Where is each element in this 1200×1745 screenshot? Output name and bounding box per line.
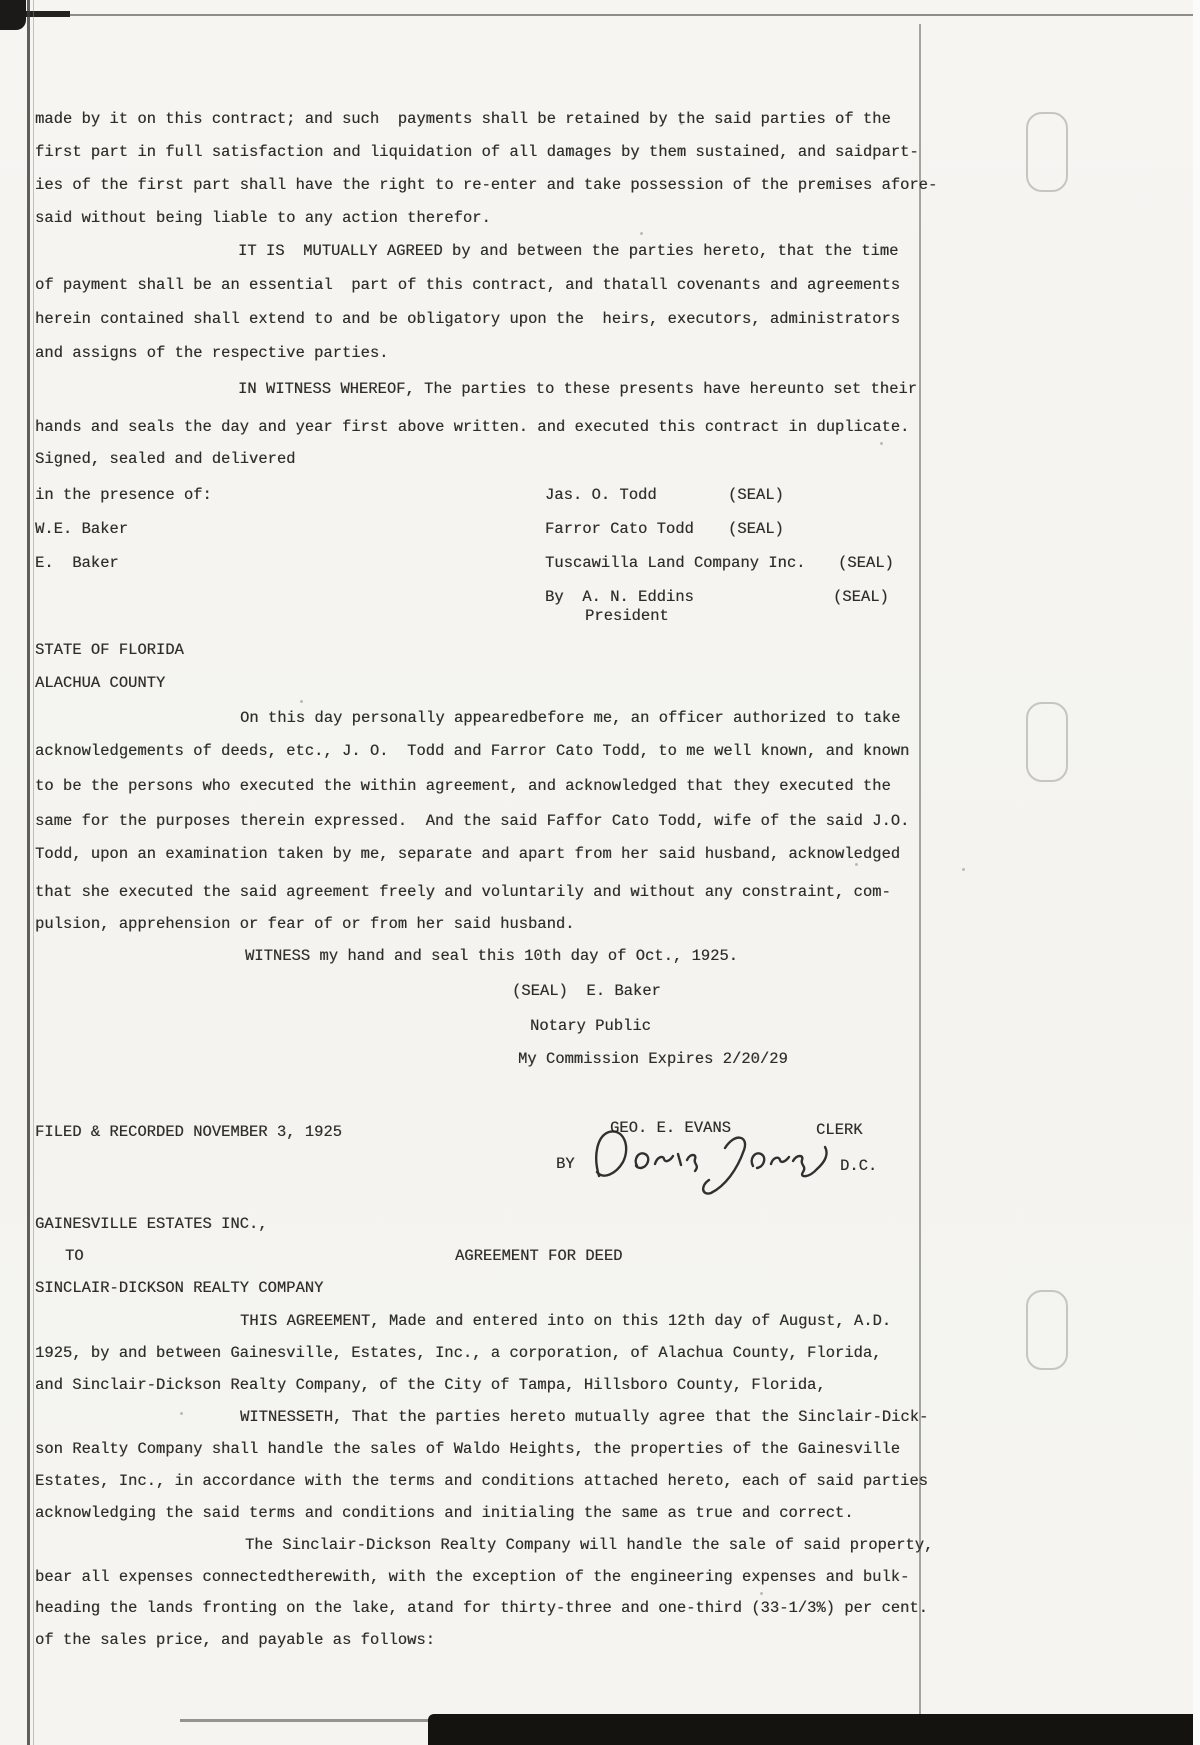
document-line: son Realty Company shall handle the sales of Waldo Heights, the properties of the Gainesville xyxy=(35,1440,901,1458)
document-line: pulsion, apprehension or fear of or from her said husband. xyxy=(35,915,575,933)
document-line: Signed, sealed and delivered xyxy=(35,450,296,468)
scan-edge-left-faint xyxy=(33,0,34,1745)
document-line: STATE OF FLORIDA xyxy=(35,641,184,659)
document-line: (SEAL) E. Baker xyxy=(512,982,661,1000)
document-line: E. Baker xyxy=(35,554,119,572)
document-line: ies of the first part shall have the right to re-enter and take possession of the premises afore- xyxy=(35,176,938,194)
document-line: herein contained shall extend to and be obligatory upon the heirs, executors, administrators xyxy=(35,310,901,328)
document-line: acknowledging the said terms and conditions and initialing the same as true and correct. xyxy=(35,1504,854,1522)
scan-speckle xyxy=(880,442,883,445)
scan-edge-top xyxy=(0,14,1193,16)
document-line: of payment shall be an essential part of this contract, and thatall covenants and agreements xyxy=(35,276,901,294)
document-line: (SEAL) xyxy=(728,486,784,504)
scan-edge-bottom-line xyxy=(180,1719,428,1722)
document-line: and Sinclair-Dickson Realty Company, of the City of Tampa, Hillsboro County, Florida, xyxy=(35,1376,826,1394)
clerk-signature-handwriting xyxy=(585,1114,835,1206)
document-line: AGREEMENT FOR DEED xyxy=(455,1247,623,1265)
punch-hole xyxy=(1026,1290,1068,1370)
document-line: of the sales price, and payable as follows: xyxy=(35,1631,435,1649)
document-line: President xyxy=(585,607,669,625)
document-line: IN WITNESS WHEREOF, The parties to these presents have hereunto set their xyxy=(238,380,918,398)
document-line: My Commission Expires 2/20/29 xyxy=(518,1050,788,1068)
document-line: (SEAL) xyxy=(833,588,889,606)
document-line: (SEAL) xyxy=(838,554,894,572)
document-line: FILED & RECORDED NOVEMBER 3, 1925 xyxy=(35,1123,342,1141)
document-line: By A. N. Eddins xyxy=(545,588,694,606)
scan-speckle xyxy=(760,1592,763,1595)
document-line: WITNESS my hand and seal this 10th day of Oct., 1925. xyxy=(245,947,738,965)
document-line: in the presence of: xyxy=(35,486,212,504)
document-line: said without being liable to any action therefor. xyxy=(35,209,491,227)
document-line: BY xyxy=(556,1155,575,1173)
document-line: Farror Cato Todd xyxy=(545,520,694,538)
document-line: first part in full satisfaction and liquidation of all damages by them sustained, and saidpart- xyxy=(35,143,919,161)
document-line: Todd, upon an examination taken by me, separate and apart from her said husband, acknowledged xyxy=(35,845,901,863)
document-line: WITNESSETH, That the parties hereto mutually agree that the Sinclair-Dick- xyxy=(240,1408,929,1426)
document-line: ALACHUA COUNTY xyxy=(35,674,166,692)
document-line: GAINESVILLE ESTATES INC., xyxy=(35,1215,268,1233)
document-line: to be the persons who executed the within agreement, and acknowledged that they executed the xyxy=(35,777,891,795)
scan-corner-mark xyxy=(0,0,26,30)
document-line: bear all expenses connectedtherewith, with the exception of the engineering expenses and bulk- xyxy=(35,1568,910,1586)
document-line: that she executed the said agreement freely and voluntarily and without any constraint, com- xyxy=(35,883,891,901)
document-line: hands and seals the day and year first above written. and executed this contract in duplicate. xyxy=(35,418,910,436)
document-line: (SEAL) xyxy=(728,520,784,538)
document-line: same for the purposes therein expressed. And the said Faffor Cato Todd, wife of the said J.O. xyxy=(35,812,910,830)
document-line: Jas. O. Todd xyxy=(545,486,657,504)
document-line: IT IS MUTUALLY AGREED by and between the parties hereto, that the time xyxy=(238,242,899,260)
document-line: made by it on this contract; and such payments shall be retained by the said parties of the xyxy=(35,110,891,128)
punch-hole xyxy=(1026,702,1068,782)
document-line: The Sinclair-Dickson Realty Company will handle the sale of said property, xyxy=(245,1536,934,1554)
document-line: 1925, by and between Gainesville, Estates, Inc., a corporation, of Alachua County, Florida, xyxy=(35,1344,882,1362)
scan-speckle xyxy=(640,232,643,235)
document-line: acknowledgements of deeds, etc., J. O. Todd and Farror Cato Todd, to me well known, and known xyxy=(35,742,910,760)
document-line: Tuscawilla Land Company Inc. xyxy=(545,554,806,572)
document-line: D.C. xyxy=(840,1157,878,1175)
document-line: CLERK xyxy=(816,1121,863,1139)
scan-edge-left xyxy=(27,0,30,1745)
scan-speckle xyxy=(962,868,965,871)
scan-speckle xyxy=(180,1412,183,1415)
document-line: and assigns of the respective parties. xyxy=(35,344,389,362)
right-margin-rule xyxy=(919,24,921,1714)
document-line: heading the lands fronting on the lake, atand for thirty-three and one-third (33-1/3%) per cent. xyxy=(35,1599,928,1617)
document-line: TO xyxy=(65,1247,84,1265)
document-line: Estates, Inc., in accordance with the terms and conditions attached hereto, each of said parties xyxy=(35,1472,928,1490)
scan-speckle xyxy=(300,700,303,703)
scan-edge-bottom xyxy=(428,1714,1193,1745)
document-line: On this day personally appearedbefore me, an officer authorized to take xyxy=(240,709,901,727)
document-line: GEO. E. EVANS xyxy=(610,1119,731,1137)
document-line: SINCLAIR-DICKSON REALTY COMPANY xyxy=(35,1279,324,1297)
punch-hole xyxy=(1026,112,1068,192)
document-line: W.E. Baker xyxy=(35,520,129,538)
document-line: Notary Public xyxy=(530,1017,651,1035)
document-line: THIS AGREEMENT, Made and entered into on this 12th day of August, A.D. xyxy=(240,1312,892,1330)
